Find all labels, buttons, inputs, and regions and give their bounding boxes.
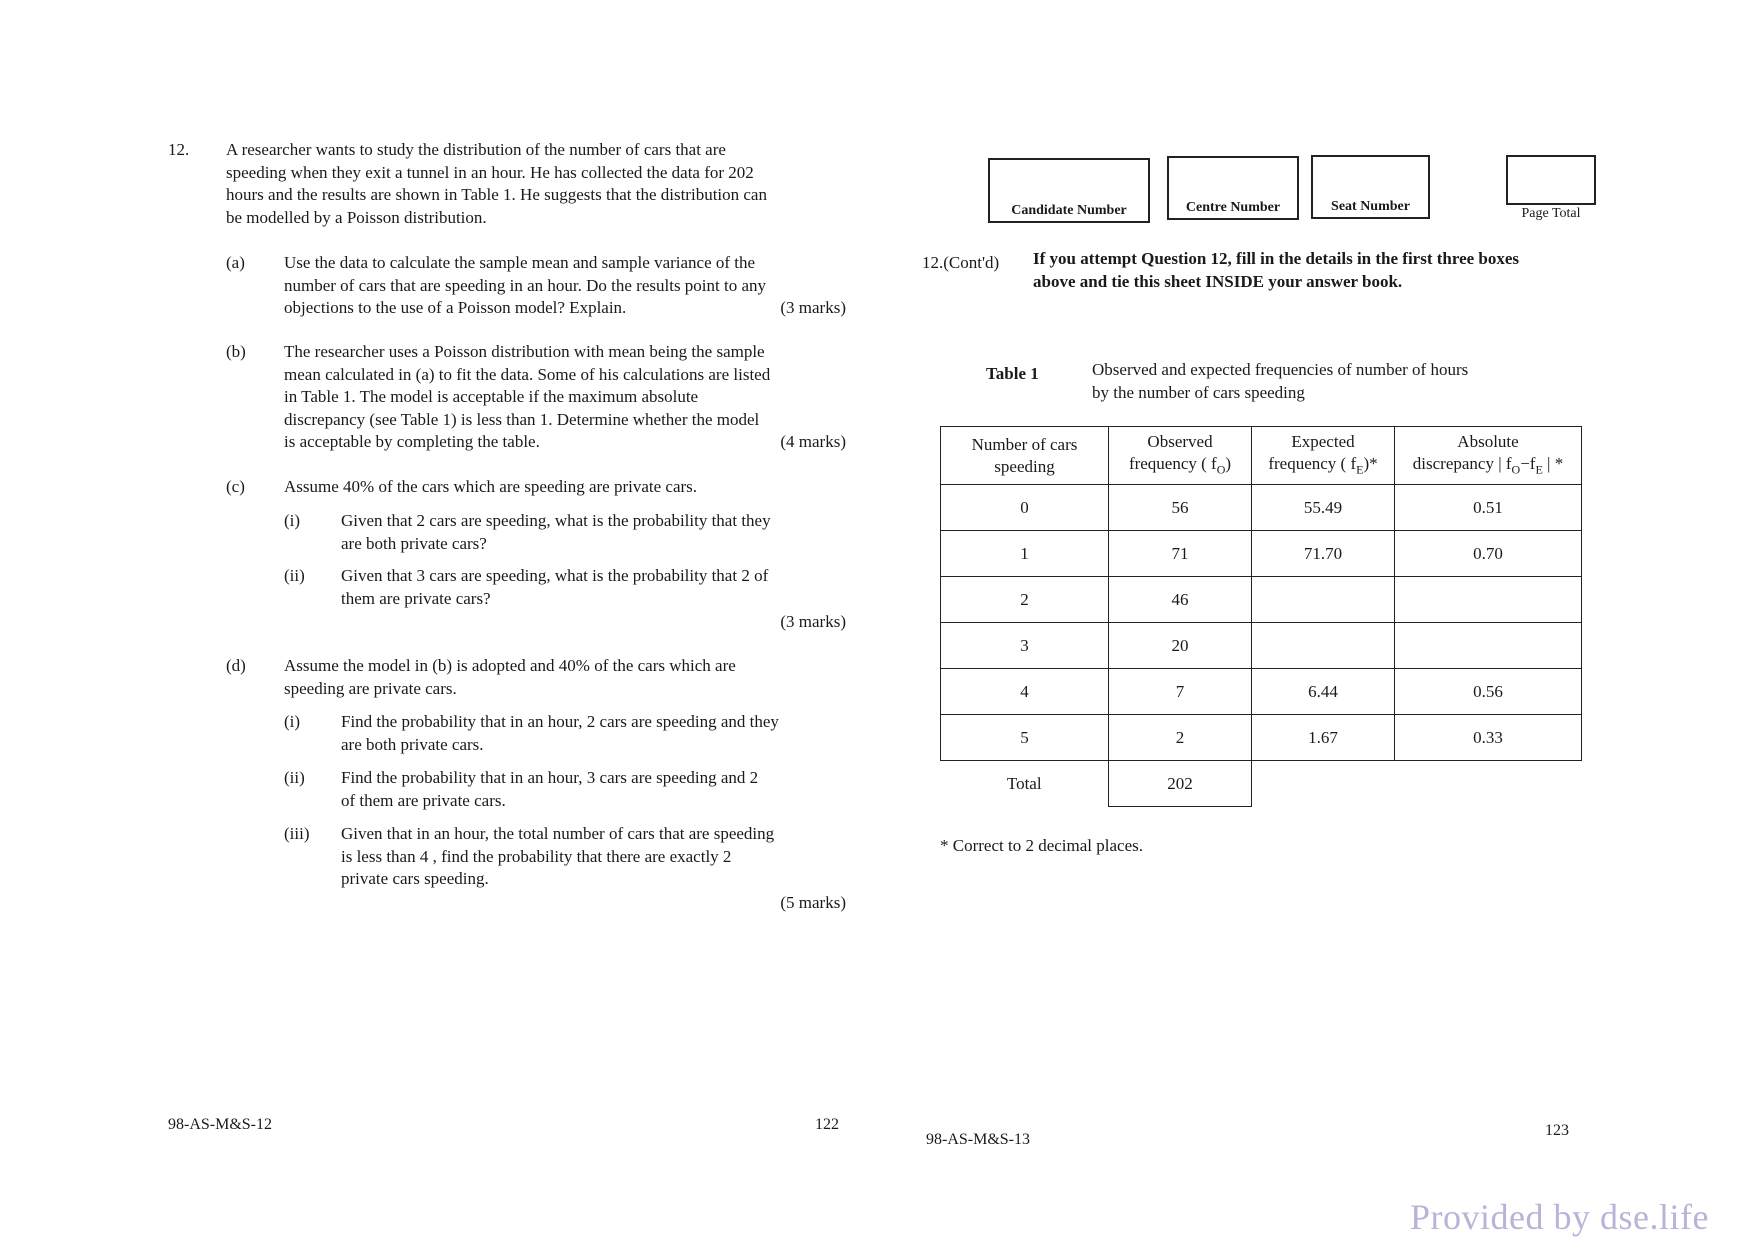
cell-expected[interactable]: 1.67 — [1252, 715, 1395, 761]
header-text: Number of cars — [971, 434, 1078, 454]
part-d-iii-line: Given that in an hour, the total number of cars that are speeding — [341, 824, 775, 843]
table-row — [941, 485, 1582, 531]
instruction — [1033, 248, 1633, 293]
part-c-i-text — [341, 510, 851, 555]
part-b-line: discrepancy (see Table 1) is less than 1. Determine whether the model — [284, 409, 760, 429]
header-text: )* — [1363, 453, 1378, 473]
part-c-ii-text — [341, 565, 851, 610]
table-row — [941, 669, 1582, 715]
cell-n: 4 — [941, 669, 1109, 715]
part-d-ii-line: Find the probability that in an hour, 3 cars are speeding and 2 — [341, 768, 759, 787]
centre-number-label: Centre Number — [1185, 200, 1281, 215]
part-c-marks: (3 marks) — [780, 612, 846, 631]
part-a-label: (a) — [226, 253, 245, 272]
cell-absolute[interactable]: 0.56 — [1395, 669, 1582, 715]
empty-cell — [1395, 761, 1582, 807]
left-page-number: 122 — [815, 1116, 839, 1133]
right-page-number: 123 — [1545, 1122, 1569, 1139]
empty-cell — [1252, 761, 1395, 807]
seat-number-label: Seat Number — [1331, 199, 1410, 214]
part-d-marks: (5 marks) — [780, 893, 846, 912]
cell-n: 0 — [941, 485, 1109, 531]
header-text — [1109, 453, 1251, 480]
cell-n: 1 — [941, 531, 1109, 577]
header-text: | * — [1542, 453, 1564, 473]
cell-absolute[interactable]: 0.51 — [1395, 485, 1582, 531]
question-number: 12. — [168, 140, 190, 159]
instruction-line: If you attempt Question 12, fill in the details in the first three boxes — [1033, 249, 1520, 268]
header-text: frequency ( f — [1268, 453, 1357, 473]
part-b-line: mean calculated in (a) to fit the data. Some of his calculations are listed — [284, 364, 771, 384]
cell-observed: 20 — [1109, 623, 1252, 669]
intro-line: hours and the results are shown in Table 1. He suggests that the distribution can — [226, 185, 767, 204]
page-total-box[interactable] — [1506, 155, 1596, 205]
part-d-line: speeding are private cars. — [284, 678, 457, 698]
part-d-text — [284, 655, 849, 700]
part-d-i-text — [341, 711, 851, 756]
part-d-ii-line: of them are private cars. — [341, 790, 506, 810]
table-row — [941, 715, 1582, 761]
part-d-iii-label: (iii) — [284, 824, 310, 843]
part-d-iii-line: private cars speeding. — [341, 869, 489, 888]
cell-observed: 71 — [1109, 531, 1252, 577]
header-text: speeding — [994, 456, 1055, 476]
cell-expected[interactable]: 55.49 — [1252, 485, 1395, 531]
cell-n: 3 — [941, 623, 1109, 669]
watermark[interactable]: Provided by dse.life — [1410, 1197, 1709, 1237]
part-a-marks: (3 marks) — [780, 298, 846, 317]
part-a-line: Use the data to calculate the sample mean and sample variance of the — [284, 253, 756, 272]
part-d-iii-line: is less than 4 , find the probability that there are exactly 2 — [341, 846, 732, 866]
part-d-iii-text — [341, 823, 851, 891]
part-b-line: in Table 1. The model is acceptable if the maximum absolute — [284, 387, 699, 406]
cell-absolute[interactable]: 0.70 — [1395, 531, 1582, 577]
cell-expected[interactable]: 6.44 — [1252, 669, 1395, 715]
table-row — [941, 531, 1582, 577]
header-number-of-cars — [941, 427, 1109, 485]
intro-line: speeding when they exit a tunnel in an hour. He has collected the data for 202 — [226, 162, 754, 182]
cell-expected[interactable] — [1252, 577, 1395, 623]
part-b-line: The researcher uses a Poisson distribution with mean being the sample — [284, 342, 765, 361]
candidate-number-label: Candidate Number — [1011, 203, 1127, 218]
cell-observed: 56 — [1109, 485, 1252, 531]
header-absolute-discrepancy — [1395, 427, 1582, 485]
cell-expected[interactable] — [1252, 623, 1395, 669]
header-text: Observed — [1147, 431, 1213, 451]
part-d-i-label: (i) — [284, 712, 301, 731]
part-a-line: number of cars that are speeding in an hour. Do the results point to any — [284, 275, 767, 295]
table-caption — [1092, 359, 1612, 404]
part-a-line: objections to the use of a Poisson model? Explain. — [284, 298, 627, 317]
frequency-table — [940, 426, 1582, 807]
header-subscript: O — [1216, 462, 1226, 477]
header-text: frequency ( f — [1128, 453, 1217, 473]
part-d-line: Assume the model in (b) is adopted and 40% of the cars which are — [284, 656, 736, 675]
header-text: −f — [1520, 453, 1536, 473]
cell-n: 5 — [941, 715, 1109, 761]
instruction-line: above and tie this sheet INSIDE your answer book. — [1033, 271, 1403, 291]
cell-observed: 7 — [1109, 669, 1252, 715]
table-total-row — [941, 761, 1582, 807]
question-intro — [226, 139, 856, 229]
part-d-label: (d) — [226, 656, 246, 675]
part-c-i-line: Given that 2 cars are speeding, what is the probability that they — [341, 511, 771, 530]
header-subscript: O — [1511, 462, 1521, 477]
cell-n: 2 — [941, 577, 1109, 623]
caption-line: Observed and expected frequencies of number of hours — [1092, 360, 1469, 379]
cell-absolute[interactable] — [1395, 623, 1582, 669]
total-label: Total — [1006, 773, 1042, 793]
intro-line: A researcher wants to study the distribution of the number of cars that are — [226, 140, 726, 159]
cell-observed: 46 — [1109, 577, 1252, 623]
table-row — [941, 577, 1582, 623]
cell-expected[interactable]: 71.70 — [1252, 531, 1395, 577]
header-text: Expected — [1291, 431, 1355, 451]
part-c-i-line: are both private cars? — [341, 533, 487, 553]
header-expected — [1252, 427, 1395, 485]
header-observed — [1109, 427, 1252, 485]
right-footer-code: 98-AS-M&S-13 — [926, 1131, 1031, 1148]
part-c-i-label: (i) — [284, 511, 301, 530]
header-text: discrepancy | f — [1412, 453, 1512, 473]
header-text: ) — [1225, 453, 1232, 473]
part-c-ii-label: (ii) — [284, 566, 305, 585]
part-c-label: (c) — [226, 477, 245, 496]
part-b-line: is acceptable by completing the table. — [284, 432, 540, 451]
cont-label: 12.(Cont'd) — [922, 253, 1000, 272]
part-b-label: (b) — [226, 342, 246, 361]
page-total-label: Page Total — [1521, 206, 1581, 221]
left-footer-code: 98-AS-M&S-12 — [168, 1116, 273, 1133]
header-subscript: E — [1535, 462, 1543, 477]
caption-line: by the number of cars speeding — [1092, 382, 1305, 402]
header-subscript: E — [1356, 462, 1364, 477]
table-label: Table 1 — [986, 364, 1039, 383]
table-header-row — [941, 427, 1582, 485]
seat-number-box[interactable] — [1311, 155, 1430, 219]
total-value: 202 — [1109, 761, 1252, 807]
part-b-marks: (4 marks) — [780, 432, 846, 451]
cell-absolute[interactable]: 0.33 — [1395, 715, 1582, 761]
candidate-number-box[interactable] — [988, 158, 1150, 223]
cell-absolute[interactable] — [1395, 577, 1582, 623]
part-c-ii-line: them are private cars? — [341, 588, 491, 608]
part-d-ii-text — [341, 767, 851, 812]
table-row — [941, 623, 1582, 669]
part-d-i-line: Find the probability that in an hour, 2 cars are speeding and they — [341, 712, 779, 731]
footnote: * Correct to 2 decimal places. — [940, 836, 1143, 855]
part-c-text: Assume 40% of the cars which are speeding are private cars. — [284, 477, 698, 496]
part-d-i-line: are both private cars. — [341, 734, 484, 754]
header-text — [1252, 453, 1394, 480]
intro-line: be modelled by a Poisson distribution. — [226, 207, 487, 227]
cell-observed: 2 — [1109, 715, 1252, 761]
header-text: Absolute — [1457, 431, 1519, 451]
header-text — [1395, 453, 1581, 480]
centre-number-box[interactable] — [1167, 156, 1299, 220]
part-d-ii-label: (ii) — [284, 768, 305, 787]
part-c-ii-line: Given that 3 cars are speeding, what is the probability that 2 of — [341, 566, 769, 585]
